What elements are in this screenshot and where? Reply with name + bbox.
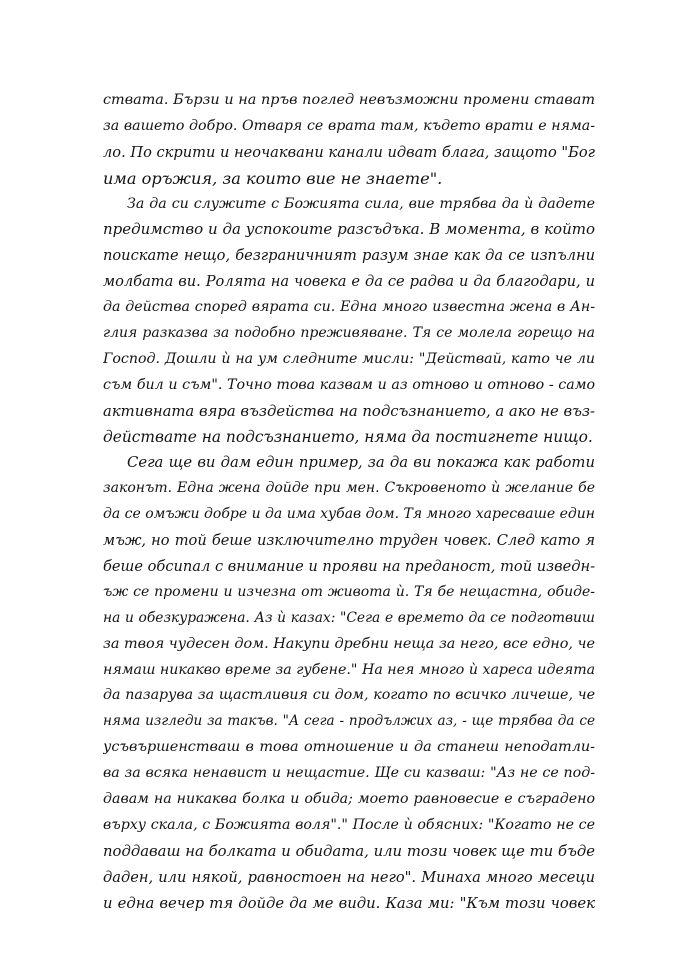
paragraph bbox=[103, 450, 595, 916]
page-body-text bbox=[103, 88, 595, 917]
text-line: усъвършенстваш в това отношение и да станеш неподатли- bbox=[103, 739, 595, 756]
text-line: ва за всяка ненавист и нещастие. Ще си казваш: "Аз не се под- bbox=[103, 765, 595, 782]
text-line: съм бил и съм". Точно това казвам и аз отново и отново - само bbox=[103, 376, 595, 393]
text-line: да пазарува за щастливия си дом, когато по всичко личеше, че bbox=[103, 687, 595, 704]
paragraph bbox=[103, 88, 595, 192]
text-line: има оръжия, за които вие не знаете". bbox=[103, 168, 443, 188]
text-line: активната вяра въздейства на подсъзнанието, а ако не въз- bbox=[103, 402, 595, 420]
text-line: мъж, но той беше изключително труден човек. След като я bbox=[103, 532, 595, 550]
text-line: действате на подсъзнанието, няма да постигнете нищо. bbox=[103, 427, 593, 446]
text-line: ъж се промени и изчезна от живота ѝ. Тя бе нещастна, обиде- bbox=[103, 583, 595, 600]
text-line: за твоя чудесен дом. Накупи дребни неща за него, все едно, че bbox=[103, 635, 595, 652]
text-line: и една вечер тя дойде да ме види. Каза ми: "Към този човек bbox=[103, 894, 595, 912]
text-line: даден, или някой, равностоен на него". Минаха много месеци bbox=[103, 868, 595, 886]
text-line: законът. Една жена дойде при мен. Съкровеното ѝ желание бе bbox=[103, 480, 595, 497]
text-line: беше обсипал с внимание и прояви на преданост, той изведн- bbox=[103, 558, 595, 576]
paragraph bbox=[103, 192, 595, 451]
text-line: молбата ви. Ролята на човека е да се радва и да благодари, и bbox=[103, 273, 595, 291]
text-line: ло. По скрити и неочаквани канали идват блага, защото "Бог bbox=[103, 143, 595, 161]
text-line: Сега ще ви дам един пример, за да ви покажа как работи bbox=[127, 454, 595, 472]
text-line: ствата. Бързи и на пръв поглед невъзможни промени стават bbox=[103, 92, 595, 108]
text-line: давам на никаква болка и обида; моето равновесие е съградено bbox=[103, 791, 595, 808]
text-line: Господ. Дошли ѝ на ум следните мисли: "Действай, като че ли bbox=[103, 350, 595, 367]
text-line: глия разказва за подобно преживяване. Тя се молела горещо на bbox=[103, 325, 595, 342]
text-line: За да си служите с Божията сила, вие трябва да ѝ дадете bbox=[127, 195, 595, 212]
text-line: върху скала, с Божията воля"." После ѝ обясних: "Когато не се bbox=[103, 816, 595, 833]
text-line: за вашето добро. Отваря се врата там, където врати е няма- bbox=[103, 117, 595, 134]
text-line: да се омъжи добре и да има хубав дом. Тя много харесваше един bbox=[103, 506, 595, 523]
text-line: предимство и да успокоите разсъдъка. В момента, в който bbox=[103, 220, 595, 239]
text-line: поддаваш на болката и обидата, или този човек ще ти бъде bbox=[103, 842, 595, 860]
text-line: няма изгледи за такъв. "А сега - продължих аз, - ще трябва да се bbox=[103, 713, 595, 730]
text-line: нямаш никакво време за губене." На нея много ѝ хареса идеята bbox=[103, 661, 595, 678]
text-line: поискате нещо, безграничният разум знае как да се изпълни bbox=[103, 247, 595, 265]
text-line: на и обезкуражена. Аз ѝ казах: "Сега е времето да се подготвиш bbox=[103, 609, 595, 626]
text-line: да действа според вярата си. Една много известна жена в Ан- bbox=[103, 299, 595, 316]
